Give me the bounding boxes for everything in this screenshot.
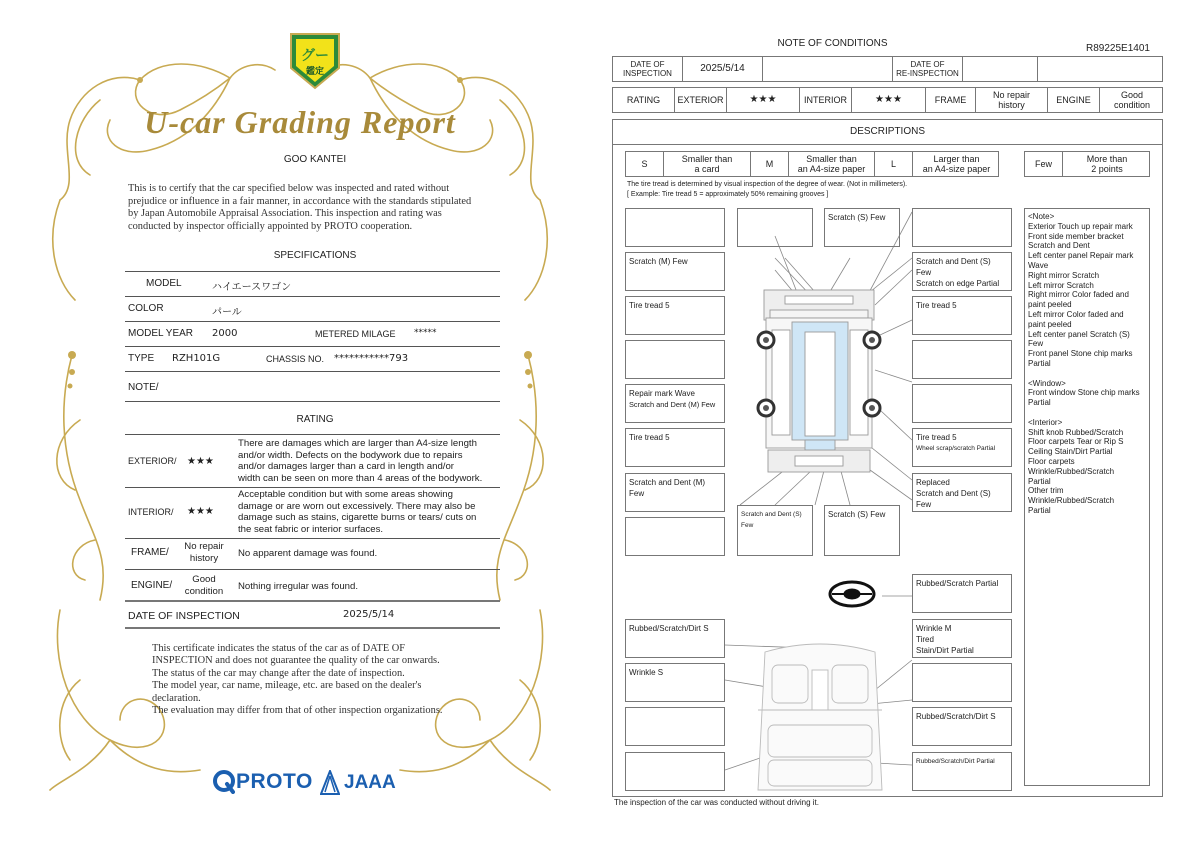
frame-description: No apparent damage was found. <box>238 548 378 559</box>
exterior-label: EXTERIOR/ <box>128 456 177 466</box>
legend-s-desc-1: Smaller than <box>681 154 733 164</box>
exterior-label: EXTERIOR <box>675 88 727 112</box>
note-line: Left mirror Color faded and <box>1028 309 1124 319</box>
certificate-disclaimer <box>152 643 492 717</box>
condition-text: Wheel scrap/scratch Partial <box>916 445 996 452</box>
frame-label: FRAME/ <box>131 547 169 558</box>
condition-box <box>625 619 725 658</box>
note-label: NOTE/ <box>128 382 159 393</box>
note-line: <Note> <box>1028 212 1055 221</box>
exterior-desc-line: and/or width. Defects on the bodywork due to repairs <box>238 449 463 461</box>
condition-box <box>824 208 900 247</box>
certify-line: by Japan Automobile Appraisal Association. This inspection and rating was <box>128 208 442 219</box>
legend-m: M <box>751 152 789 176</box>
note-line: Partial <box>1028 398 1051 408</box>
note-line: Front window Stone chip marks <box>1028 388 1140 398</box>
rating-header: RATING <box>296 414 334 425</box>
proto-mark-icon <box>213 770 235 794</box>
engine-label: ENGINE/ <box>131 580 173 591</box>
legend-s-desc-2: a card <box>694 164 720 174</box>
legend-m-desc-1: Smaller than <box>806 154 857 164</box>
note-line: Left center panel Scratch (S) <box>1028 329 1130 339</box>
note-line: paint peeled <box>1028 300 1072 310</box>
disclaimer-line: The status of the car may change after the date of inspection. <box>152 667 405 679</box>
engine-value <box>176 574 232 597</box>
note-line: Ceiling Stain/Dirt Partial <box>1028 447 1113 457</box>
condition-text: Scratch and Dent (S) Few <box>916 257 991 277</box>
note-line: Front panel Stone chip marks <box>1028 349 1133 359</box>
descriptions-header: DESCRIPTIONS <box>849 126 925 137</box>
legend-l-desc-2: an A4-size paper <box>922 164 991 174</box>
note-line: Partial <box>1028 358 1051 368</box>
condition-box <box>912 252 1012 291</box>
exterior-stars: ★★★ <box>727 88 800 112</box>
condition-text: Tire tread 5 <box>916 433 957 442</box>
type-value: RZH101G <box>172 353 221 364</box>
date-of-inspection-label-1: DATE OF <box>630 60 665 69</box>
condition-text: Scratch and Dent (S) Few <box>741 511 802 529</box>
condition-text: Rubbed/Scratch/Dirt S <box>629 624 709 633</box>
date-of-inspection-label: DATE OF INSPECTION <box>128 610 240 622</box>
report-subtitle: GOO KANTEI <box>283 154 347 165</box>
condition-text: Repair mark Wave <box>629 389 695 398</box>
condition-box <box>912 296 1012 335</box>
condition-box <box>912 428 1012 467</box>
frame-value-line: No repair <box>184 541 224 552</box>
date-of-inspection-value: 2025/5/14 <box>683 57 763 81</box>
date-of-reinspection-label-2: RE-INSPECTION <box>896 69 959 78</box>
note-line: Left mirror Scratch <box>1028 280 1094 290</box>
goo-kantei-badge-icon <box>287 30 343 92</box>
frame-value <box>176 541 232 564</box>
condition-box <box>625 384 725 423</box>
condition-text: Wrinkle S <box>629 668 664 677</box>
exterior-desc-line: and/or damages larger than a card in length and/or <box>238 461 454 472</box>
engine-value-1: Good <box>1120 90 1144 100</box>
condition-text: Tire tread 5 <box>629 433 670 442</box>
note-line <box>1028 369 1146 379</box>
tire-note-line: The tire tread is determined by visual inspection of the degree of wear. (Not in millimeters). <box>627 181 908 188</box>
condition-box <box>912 707 1012 746</box>
note-line: Wrinkle/Rubbed/Scratch <box>1028 466 1115 476</box>
frame-label: FRAME <box>926 88 976 112</box>
date-of-reinspection-label-1: DATE OF <box>910 60 945 69</box>
engine-value-2: condition <box>1113 100 1151 110</box>
condition-box <box>625 428 725 467</box>
note-line <box>1028 408 1146 418</box>
proto-logo <box>213 770 313 794</box>
certify-paragraph <box>128 183 508 233</box>
exterior-desc-line: width can be seen on more than 4 areas of the bodywork. <box>238 472 483 484</box>
steering-wheel-icon <box>830 582 874 606</box>
legend-l-desc-1: Larger than <box>933 154 980 164</box>
frame-value-1: No repair <box>992 90 1030 100</box>
chassis-label: CHASSIS NO. <box>266 354 325 364</box>
vehicle-interior-view <box>758 644 882 790</box>
certify-line: prejudice or influence in a fair manner, in accordance with the standards stipulated <box>128 195 472 207</box>
condition-text: Tired <box>916 635 934 644</box>
disclaimer-line: The model year, car name, mileage, etc. are based on the dealer's <box>152 680 422 692</box>
engine-description: Nothing irregular was found. <box>238 581 358 592</box>
exterior-stars: ★★★ <box>187 456 214 467</box>
note-line: Right mirror Color faded and <box>1028 290 1129 300</box>
jaaa-logo-text: JAAA <box>344 772 396 793</box>
note-line: Few <box>1028 339 1044 349</box>
note-line: Exterior Touch up repair mark <box>1028 221 1133 231</box>
date-of-inspection-label-2: INSPECTION <box>623 69 672 78</box>
condition-box <box>737 208 813 247</box>
engine-label: ENGINE <box>1048 88 1100 112</box>
note-line: Partial <box>1028 476 1051 486</box>
badge-bottom-text: 鑑定 <box>305 67 325 77</box>
condition-text: Scratch (S) Few <box>828 213 886 222</box>
condition-text: Wrinkle M <box>916 624 952 633</box>
exterior-description <box>238 438 500 484</box>
vehicle-top-view <box>764 290 874 472</box>
mileage-value: ***** <box>414 328 437 338</box>
interior-desc-line: damage or are worn out excessively. There may also be <box>238 500 476 512</box>
interior-description <box>238 489 500 535</box>
condition-box <box>912 340 1012 379</box>
color-value: パール <box>212 307 242 318</box>
tire-note-line: [ Example: Tire tread 5 = approximately 50% remaining grooves ] <box>627 190 829 198</box>
note-line: Scratch and Dent <box>1028 241 1090 251</box>
condition-box <box>912 208 1012 247</box>
condition-box <box>912 473 1012 512</box>
disclaimer-line: declaration. <box>152 692 201 704</box>
note-line: Wave <box>1028 260 1049 270</box>
note-line: <Window> <box>1028 378 1066 388</box>
exterior-desc-line: There are damages which are larger than A4-size length <box>238 438 477 449</box>
condition-box <box>625 752 725 791</box>
legend-few-desc-1: More than <box>1086 154 1128 164</box>
chassis-value: ***********793 <box>334 353 409 364</box>
interior-label: INTERIOR/ <box>128 507 174 517</box>
condition-box <box>625 296 725 335</box>
note-line: Left center panel Repair mark <box>1028 251 1134 261</box>
frame-value-line: history <box>189 552 219 564</box>
legend-l: L <box>875 152 913 176</box>
condition-text: Scratch on edge Partial <box>916 279 1000 288</box>
date-of-inspection-value: 2025/5/14 <box>343 609 395 620</box>
interior-label: INTERIOR <box>800 88 852 112</box>
condition-text: Stain/Dirt Partial <box>916 646 974 655</box>
note-line: Front side member bracket <box>1028 231 1124 241</box>
interior-stars: ★★★ <box>187 506 214 517</box>
condition-box <box>912 619 1012 658</box>
condition-box <box>625 663 725 702</box>
note-line: <Interior> <box>1028 417 1063 427</box>
note-line: Wrinkle/Rubbed/Scratch <box>1028 496 1115 506</box>
interior-desc-line: damage such as stains, cigarette burns or tears/ cuts on <box>238 512 477 523</box>
badge-top-text: グー <box>301 48 329 64</box>
sheet-title: NOTE OF CONDITIONS <box>777 38 888 49</box>
interior-stars: ★★★ <box>852 88 926 112</box>
condition-box <box>625 340 725 379</box>
note-line: Floor carpets Tear or Rip S <box>1028 437 1124 447</box>
certify-line: This is to certify that the car specified below was inspected and rated without <box>128 183 450 194</box>
model-label: MODEL <box>146 278 182 289</box>
condition-box <box>625 252 725 291</box>
note-line: Shift knob Rubbed/Scratch <box>1028 427 1124 437</box>
document-id: R89225E1401 <box>1086 43 1150 54</box>
jaaa-logo <box>320 770 396 796</box>
mileage-label: METERED MILAGE <box>315 329 396 339</box>
disclaimer-line: INSPECTION and does not guarantee the quality of the car onwards. <box>152 655 440 667</box>
note-line: Right mirror Scratch <box>1028 270 1100 280</box>
specifications-header: SPECIFICATIONS <box>273 250 357 261</box>
note-line: Partial <box>1028 505 1051 515</box>
condition-text: Rubbed/Scratch Partial <box>916 579 999 588</box>
legend-few-desc-2: 2 points <box>1091 164 1123 174</box>
model-year-label: MODEL YEAR <box>128 328 194 339</box>
note-line: Other trim <box>1028 486 1064 496</box>
engine-value-line: condition <box>184 585 224 597</box>
disclaimer-line: The evaluation may differ from that of other inspection organizations. <box>152 705 443 717</box>
legend-m-desc-2: an A4-size paper <box>797 164 866 174</box>
type-label: TYPE <box>128 353 155 364</box>
condition-text: Scratch and Dent (M) Few <box>629 478 706 498</box>
certify-line: conducted by inspector officially appointed by PROTO cooperation. <box>128 220 413 232</box>
condition-text: Scratch and Dent (M) Few <box>629 400 716 409</box>
condition-text: Scratch and Dent (S) Few <box>916 489 991 509</box>
condition-box <box>625 208 725 247</box>
note-line: Floor carpets <box>1028 456 1075 466</box>
condition-box <box>625 707 725 746</box>
condition-text: Tire tread 5 <box>629 301 670 310</box>
color-label: COLOR <box>128 303 164 314</box>
disclaimer-line: This certificate indicates the status of the car as of DATE OF <box>152 643 406 654</box>
condition-text: Rubbed/Scratch/Dirt S <box>916 712 996 721</box>
interior-desc-line: Acceptable condition but with some areas showing <box>238 489 453 500</box>
note-line: paint peeled <box>1028 319 1072 329</box>
condition-text: Replaced <box>916 478 950 487</box>
model-value: ハイエースワゴン <box>212 282 292 293</box>
condition-box <box>625 473 725 512</box>
condition-box <box>737 505 813 556</box>
proto-logo-text: PROTO <box>236 770 313 793</box>
report-title: U-car Grading Report <box>144 104 456 140</box>
jaaa-mark-icon <box>320 770 340 796</box>
condition-text: Rubbed/Scratch/Dirt Partial <box>916 758 995 765</box>
engine-value-line: Good <box>192 574 216 585</box>
condition-box <box>625 517 725 556</box>
condition-text: Scratch (M) Few <box>629 257 688 266</box>
condition-text: Tire tread 5 <box>916 301 957 310</box>
condition-box <box>912 574 1012 613</box>
condition-box <box>912 752 1012 791</box>
notes-panel <box>1024 208 1150 786</box>
rating-label: RATING <box>613 88 675 112</box>
condition-box <box>912 663 1012 702</box>
interior-desc-line: the seat fabric or interior surfaces. <box>238 523 384 535</box>
inspection-footer-note: The inspection of the car was conducted without driving it. <box>614 798 819 807</box>
model-year-value: 2000 <box>212 328 238 339</box>
legend-few: Few <box>1025 152 1063 176</box>
condition-box <box>824 505 900 556</box>
frame-value-2: history <box>998 100 1025 110</box>
condition-text: Scratch (S) Few <box>828 510 886 519</box>
note-of-conditions-sheet <box>600 0 1200 848</box>
legend-s: S <box>626 152 664 176</box>
condition-box <box>912 384 1012 423</box>
